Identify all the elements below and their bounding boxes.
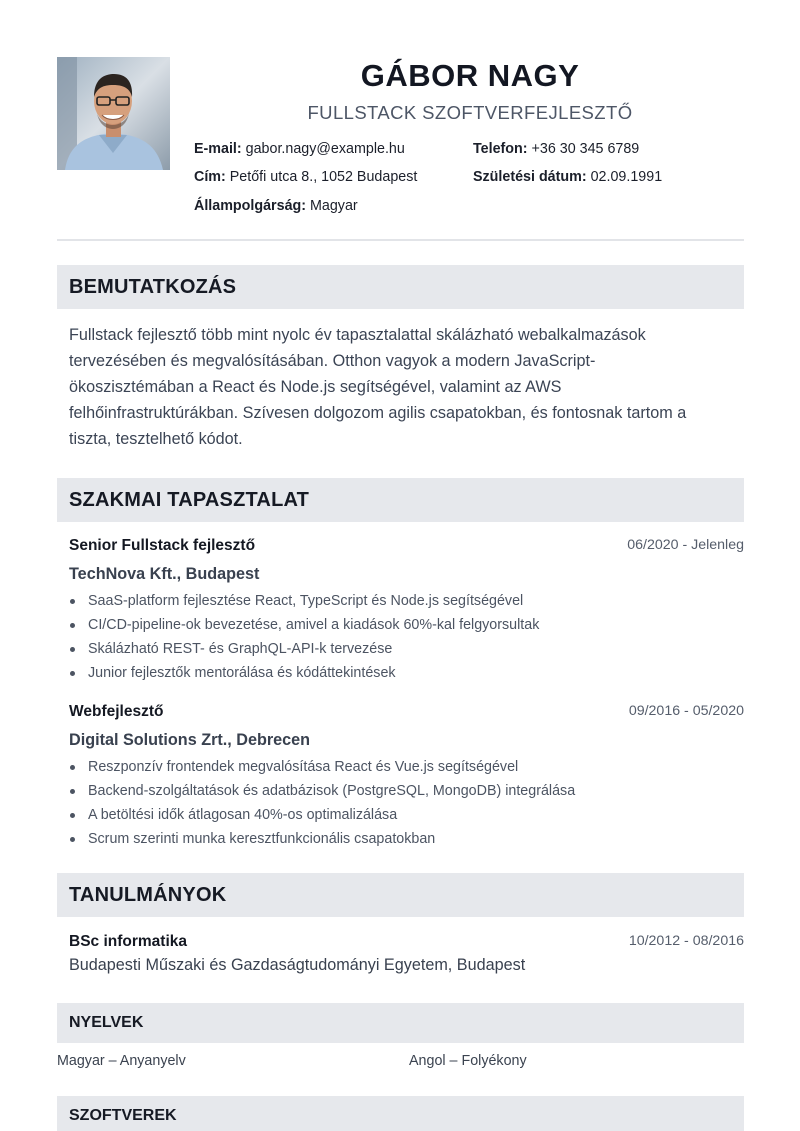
person-name: GÁBOR NAGY (360, 58, 580, 93)
birth-label: Születési dátum: (473, 169, 587, 185)
list-item: Backend-szolgáltatások és adatbázisok (PostgreSQL, MongoDB) integrálása (69, 779, 575, 803)
email-label: E-mail: (194, 141, 242, 157)
job-1-date: 06/2020 - Jelenleg (627, 537, 744, 553)
job-2-company: Digital Solutions Zrt., Debrecen (69, 731, 311, 749)
summary-line: Fullstack fejlesztő több mint nyolc év tapasztalattal skálázható webalkalmazások (69, 326, 646, 344)
section-heading-experience: SZAKMAI TAPASZTALAT (57, 478, 744, 522)
phone-label: Telefon: (473, 141, 528, 157)
phone-value: +36 30 345 6789 (531, 141, 640, 157)
header-divider (57, 239, 744, 241)
section-heading-languages: NYELVEK (57, 1003, 744, 1043)
job-1-company: TechNova Kft., Budapest (69, 565, 260, 583)
section-heading-summary: BEMUTATKOZÁS (57, 265, 744, 309)
job-2-bullets (69, 755, 575, 851)
job-2-title: Webfejlesztő (69, 703, 164, 720)
email-value[interactable]: gabor.nagy@example.hu (245, 141, 405, 157)
summary-text (69, 322, 739, 452)
education-date: 10/2012 - 08/2016 (628, 933, 744, 949)
portrait-image (57, 57, 170, 170)
contact-citizenship (194, 198, 358, 214)
job-1-bullets (69, 589, 539, 685)
list-item: Reszponzív frontendek megvalósítása React és Vue.js segítségével (69, 755, 575, 779)
list-item: CI/CD-pipeline-ok bevezetése, amivel a kiadások 60%-kal felgyorsultak (69, 613, 539, 637)
summary-line: ökoszisztémában a React és Node.js segítségével, valamint az AWS (69, 378, 562, 396)
summary-line: tervezésében és megvalósításában. Otthon vagyok a modern JavaScript- (69, 352, 596, 370)
job-title-heading: FULLSTACK SZOFTVERFEJLESZTŐ (307, 102, 633, 123)
contact-birthdate (473, 169, 662, 185)
education-degree: BSc informatika (69, 933, 188, 950)
language-item: Angol – Folyékony (409, 1053, 527, 1069)
citizenship-label: Állampolgárság: (194, 198, 307, 214)
list-item: SaaS-platform fejlesztése React, TypeScript és Node.js segítségével (69, 589, 539, 613)
contact-address (194, 169, 417, 185)
birth-value: 02.09.1991 (590, 169, 663, 185)
section-heading-software: SZOFTVEREK (57, 1096, 744, 1131)
citizenship-value: Magyar (310, 198, 358, 214)
job-1-title: Senior Fullstack fejlesztő (69, 537, 256, 554)
education-institution: Budapesti Műszaki és Gazdaságtudományi Egyetem, Budapest (69, 956, 526, 974)
profile-photo (57, 57, 170, 170)
list-item: Skálázható REST- és GraphQL-API-k tervezése (69, 637, 539, 661)
contact-phone (473, 141, 639, 157)
contact-email (194, 141, 405, 157)
language-item: Magyar – Anyanyelv (57, 1053, 186, 1069)
job-2-date: 09/2016 - 05/2020 (628, 703, 744, 719)
section-heading-education: TANULMÁNYOK (57, 873, 744, 917)
list-item: Junior fejlesztők mentorálása és kódáttekintések (69, 661, 539, 685)
list-item: A betöltési idők átlagosan 40%-os optimalizálása (69, 803, 575, 827)
summary-line: tiszta, tesztelhető kódot. (69, 430, 243, 448)
summary-line: felhőinfrastruktúrákban. Szívesen dolgozom agilis csapatokban, és fontosnak tartom a (69, 404, 687, 422)
list-item: Scrum szerinti munka keresztfunkcionális csapatokban (69, 827, 575, 851)
address-value: Petőfi utca 8., 1052 Budapest (229, 169, 418, 185)
address-label: Cím: (194, 169, 226, 185)
